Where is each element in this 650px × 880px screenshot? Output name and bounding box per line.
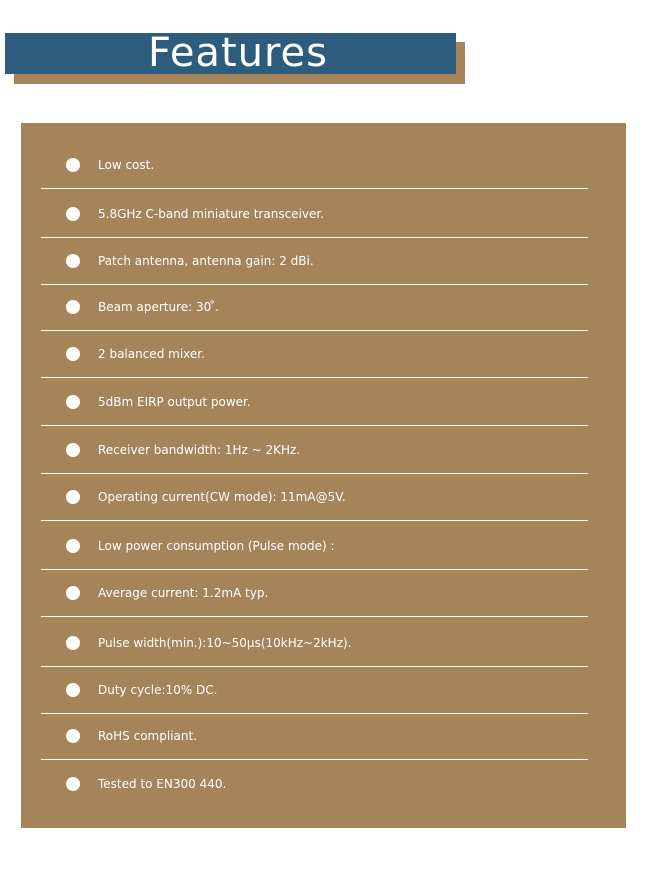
feature-label: Beam aperture: 30 ̊.	[98, 300, 219, 314]
bullet-icon	[66, 777, 80, 791]
bullet-icon	[66, 347, 80, 361]
feature-label: Average current: 1.2mA typ.	[98, 586, 269, 600]
features-panel	[21, 123, 626, 828]
feature-item	[41, 238, 588, 285]
feature-item	[41, 761, 588, 807]
feature-item	[41, 379, 588, 426]
feature-item	[41, 474, 588, 521]
bullet-icon	[66, 207, 80, 221]
feature-item	[41, 142, 588, 189]
bullet-icon	[66, 395, 80, 409]
feature-label: Low power consumption (Pulse mode) :	[98, 539, 335, 553]
feature-item	[41, 620, 588, 667]
feature-label: Operating current(CW mode): 11mA@5V.	[98, 490, 346, 504]
bullet-icon	[66, 539, 80, 553]
feature-label: Pulse width(min.):10~50μs(10kHz~2kHz).	[98, 636, 352, 650]
feature-label: 2 balanced mixer.	[98, 347, 205, 361]
feature-item	[41, 570, 588, 617]
bullet-icon	[66, 300, 80, 314]
page-title: Features	[148, 30, 328, 76]
feature-item	[41, 427, 588, 474]
feature-item	[41, 284, 588, 331]
feature-label: 5.8GHz C-band miniature transceiver.	[98, 207, 325, 221]
bullet-icon	[66, 683, 80, 697]
bullet-icon	[66, 443, 80, 457]
feature-label: Receiver bandwidth: 1Hz ~ 2KHz.	[98, 443, 301, 457]
feature-item	[41, 191, 588, 238]
feature-item	[41, 667, 588, 714]
feature-label: 5dBm EIRP output power.	[98, 395, 251, 409]
feature-label: RoHS compliant.	[98, 729, 197, 743]
bullet-icon	[66, 254, 80, 268]
feature-item	[41, 713, 588, 760]
feature-item	[41, 331, 588, 378]
bullet-icon	[66, 636, 80, 650]
bullet-icon	[66, 729, 80, 743]
bullet-icon	[66, 158, 80, 172]
feature-item	[41, 523, 588, 570]
feature-label: Duty cycle:10% DC.	[98, 683, 218, 697]
feature-label: Tested to EN300 440.	[98, 777, 227, 791]
bullet-icon	[66, 490, 80, 504]
feature-label: Patch antenna, antenna gain: 2 dBi.	[98, 254, 314, 268]
feature-label: Low cost.	[98, 158, 155, 172]
bullet-icon	[66, 586, 80, 600]
